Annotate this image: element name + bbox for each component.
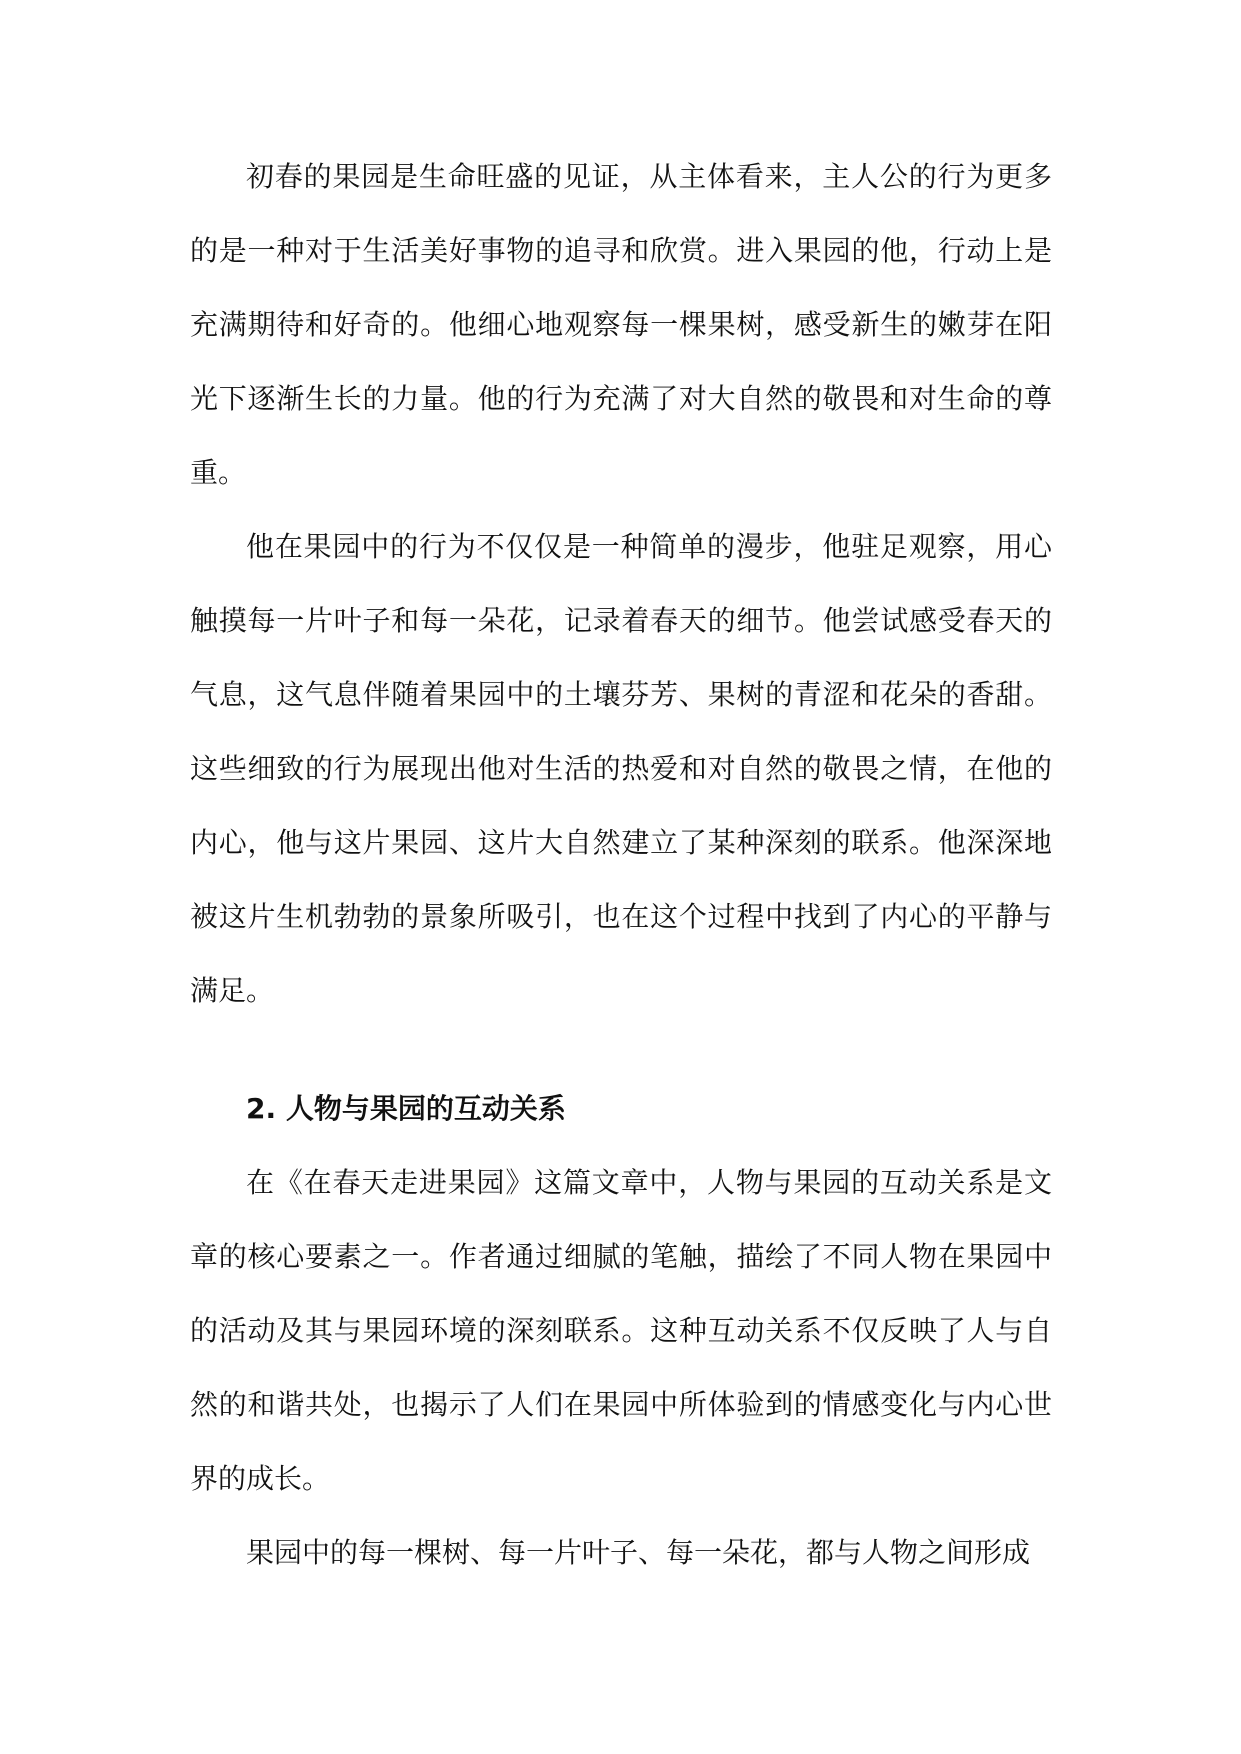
paragraph-4: 果园中的每一棵树、每一片叶子、每一朵花，都与人物之间形成	[246, 1536, 1031, 1569]
document-body	[190, 140, 1052, 1590]
paragraph-3: 在《在春天走进果园》这篇文章中，人物与果园的互动关系是文章的核心要素之一。作者通过细腻的笔触，描绘了不同人物在果园中的活动及其与果园环境的深刻联系。这种互动关系不仅反映了人与自然的和谐共处，也揭示了人们在果园中所体验到的情感变化与内心世界的成长。	[190, 1166, 1052, 1495]
section-heading: 2. 人物与果园的互动关系	[246, 1092, 566, 1125]
paragraph-1: 初春的果园是生命旺盛的见证，从主体看来，主人公的行为更多的是一种对于生活美好事物的追寻和欣赏。进入果园的他，行动上是充满期待和好奇的。他细心地观察每一棵果树，感受新生的嫩芽在阳光下逐渐生长的力量。他的行为充满了对大自然的敬畏和对生命的尊重。	[190, 160, 1052, 489]
paragraph-2: 他在果园中的行为不仅仅是一种简单的漫步，他驻足观察，用心触摸每一片叶子和每一朵花，记录着春天的细节。他尝试感受春天的气息，这气息伴随着果园中的土壤芬芳、果树的青涩和花朵的香甜。这些细致的行为展现出他对生活的热爱和对自然的敬畏之情，在他的内心，他与这片果园、这片大自然建立了某种深刻的联系。他深深地被这片生机勃勃的景象所吸引，也在这个过程中找到了内心的平静与满足。	[190, 530, 1052, 1007]
